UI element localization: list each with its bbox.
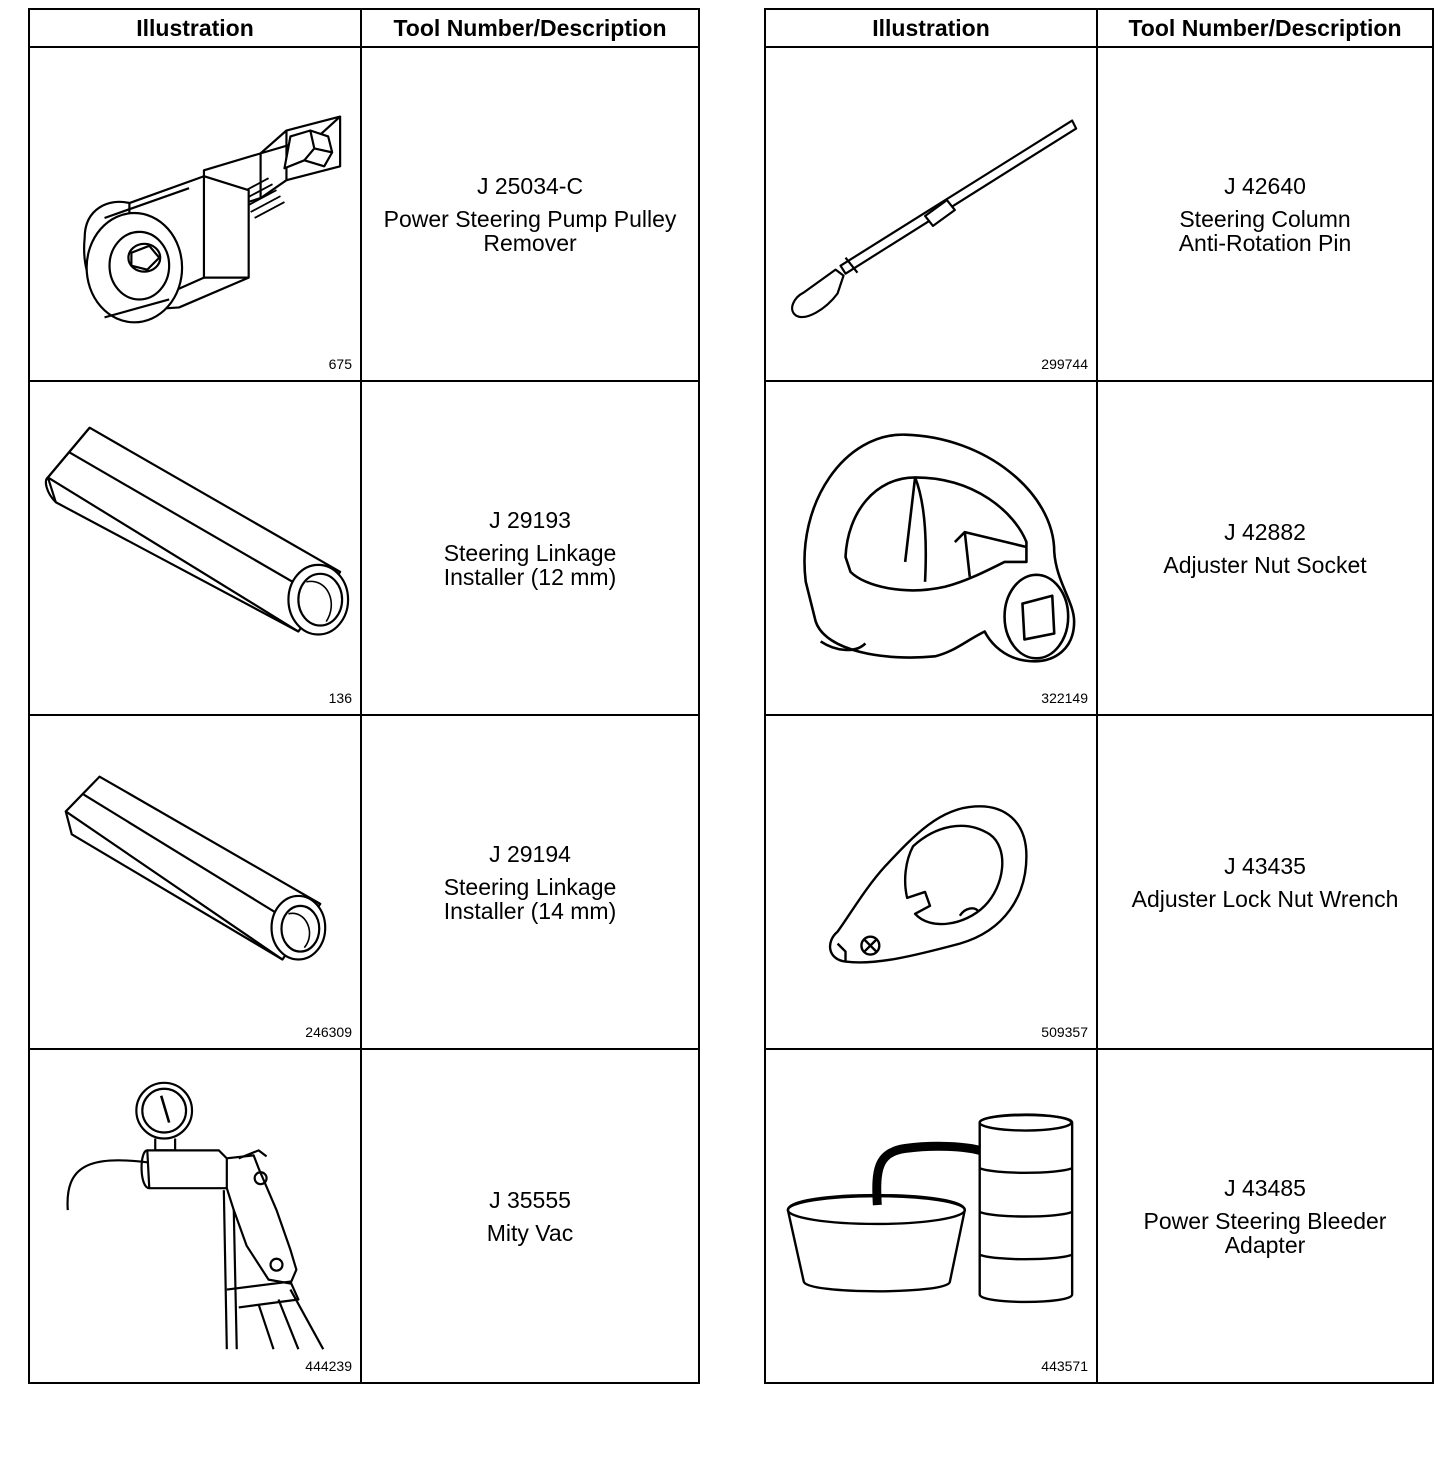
table-row [29, 47, 699, 381]
header-illustration: Illustration [29, 9, 361, 47]
description-cell [361, 381, 699, 715]
tool-number: J 25034-C [476, 173, 584, 199]
figure-number: 136 [328, 690, 352, 706]
table-row [765, 1049, 1433, 1383]
illustration-cell [765, 47, 1097, 381]
illustration-cell [765, 381, 1097, 715]
tool-description: Steering Linkage Installer (14 mm) [443, 874, 617, 924]
description-cell [1097, 715, 1433, 1049]
illustration-cell [29, 715, 361, 1049]
tool-description: Adjuster Lock Nut Wrench [1131, 886, 1399, 912]
tool-number: J 35555 [489, 1187, 571, 1213]
illustration-cell [29, 1049, 361, 1383]
vacuum-pump-gauge-icon [30, 1050, 360, 1382]
tool-number: J 29194 [489, 841, 571, 867]
figure-number: 322149 [1041, 690, 1088, 706]
tool-description: Steering Column Anti-Rotation Pin [1178, 206, 1352, 256]
description-cell [361, 715, 699, 1049]
description-cell [1097, 1049, 1433, 1383]
description-cell [1097, 381, 1433, 715]
tool-table-right [764, 8, 1434, 1384]
tool-description: Power Steering Pump Pulley Remover [383, 206, 677, 256]
table-row [29, 715, 699, 1049]
tool-number: J 42640 [1224, 173, 1306, 199]
table-row [29, 381, 699, 715]
figure-number: 675 [328, 356, 352, 372]
illustration-cell [765, 1049, 1097, 1383]
tool-description: Adjuster Nut Socket [1163, 552, 1367, 578]
illustration-cell [29, 381, 361, 715]
tool-description: Power Steering Bleeder Adapter [1143, 1208, 1387, 1258]
figure-number: 443571 [1041, 1358, 1088, 1374]
header-tool-description: Tool Number/Description [361, 9, 699, 47]
linkage-installer-14mm-icon [30, 716, 360, 1048]
anti-rotation-pin-icon [766, 48, 1096, 380]
table-row [765, 381, 1433, 715]
tool-description: Mity Vac [486, 1220, 574, 1246]
description-cell [361, 47, 699, 381]
table-row [765, 47, 1433, 381]
figure-number: 444239 [305, 1358, 352, 1374]
header-illustration: Illustration [765, 9, 1097, 47]
figure-number: 246309 [305, 1024, 352, 1040]
lock-nut-wrench-icon [766, 716, 1096, 1048]
table-row [765, 715, 1433, 1049]
adjuster-nut-socket-icon [766, 382, 1096, 714]
tool-table-left [28, 8, 700, 1384]
illustration-cell [765, 715, 1097, 1049]
tool-number: J 29193 [489, 507, 571, 533]
illustration-cell [29, 47, 361, 381]
tool-number: J 43435 [1224, 853, 1306, 879]
header-tool-description: Tool Number/Description [1097, 9, 1433, 47]
tool-description: Steering Linkage Installer (12 mm) [443, 540, 617, 590]
table-row [29, 1049, 699, 1383]
figure-number: 299744 [1041, 356, 1088, 372]
pulley-remover-icon [30, 48, 360, 380]
tool-number: J 42882 [1224, 519, 1306, 545]
bleeder-adapter-icon [766, 1050, 1096, 1382]
description-cell [1097, 47, 1433, 381]
figure-number: 509357 [1041, 1024, 1088, 1040]
linkage-installer-12mm-icon [30, 382, 360, 714]
tool-number: J 43485 [1224, 1175, 1306, 1201]
description-cell [361, 1049, 699, 1383]
